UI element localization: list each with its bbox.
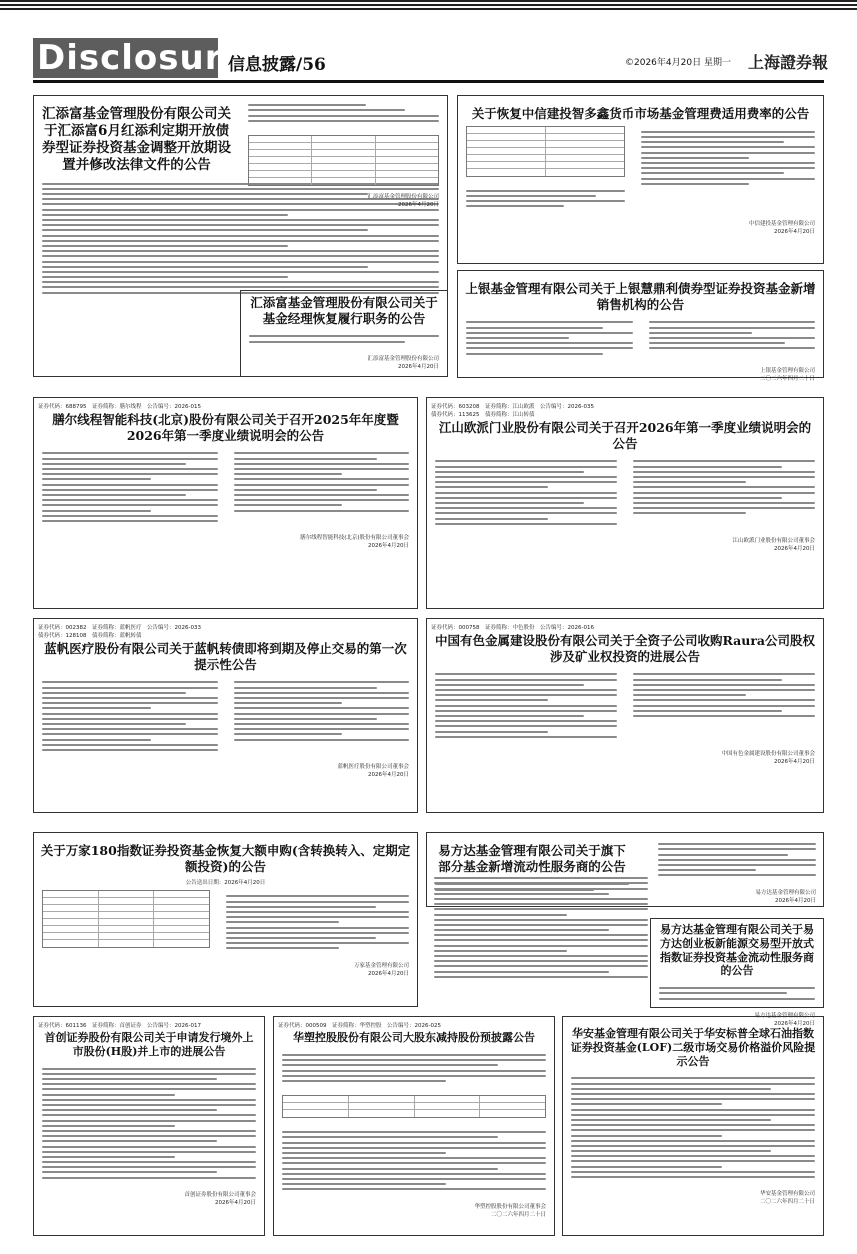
announcement-a14 bbox=[562, 1016, 824, 1236]
announcement-signature: 上银基金管理有限公司 二〇二六年四月二十日 bbox=[759, 367, 815, 382]
announcement-title: 关于万家180指数证券投资基金恢复大额申购(含转换转入、定期定额投资)的公告 bbox=[40, 843, 411, 874]
top-rule bbox=[0, 0, 857, 14]
announcement-title: 汇添富基金管理股份有限公司关于汇添富6月红添利定期开放债券型证券投资基金调整开放期设置并修改法律文件的公告 bbox=[42, 106, 231, 173]
announcement-title: 易方达基金管理有限公司关于易方达创业板新能源交易型开放式指数证券投资基金流动性服务商的公告 bbox=[660, 923, 814, 978]
announcement-a6 bbox=[426, 397, 824, 609]
announcement-body bbox=[651, 978, 823, 1009]
announcement-signature: 膳尔线程智能科技(北京)股份有限公司董事会 2026年4月20日 bbox=[300, 535, 409, 550]
announcement-date-line: 公告送出日期：2026年4月20日 bbox=[185, 880, 266, 887]
announcement-signature: 易方达基金管理有限公司 2026年4月20日 bbox=[754, 1012, 815, 1027]
stock-code-line: 证券代码：601136 证券简称：首创证券 公告编号：2026-017 bbox=[38, 1023, 201, 1029]
announcement-signature: 汇添富基金管理股份有限公司 2026年4月20日 bbox=[367, 193, 439, 208]
announcement-title: 易方达基金管理有限公司关于旗下部分基金新增流动性服务商的公告 bbox=[438, 843, 626, 874]
announcement-signature: 首创证券股份有限公司董事会 2026年4月20日 bbox=[184, 1191, 256, 1206]
announcement-title: 江山欧派门业股份有限公司关于召开2026年第一季度业绩说明会的公告 bbox=[438, 420, 812, 451]
announcement-title: 中国有色金属建设股份有限公司关于全资子公司收购Raura公司股权涉及矿业权投资的进展公告 bbox=[434, 633, 816, 664]
announcement-body bbox=[427, 664, 625, 747]
announcement-body bbox=[34, 1059, 264, 1188]
stock-code-line: 证券代码：688795 证券简称：膳尔线程 公告编号：2026-015 bbox=[38, 404, 201, 410]
stock-code-line: 证券代码：002382 证券简称：蓝帆医疗 公告编号：2026-033 债券代码：128108 债券简称：蓝帆转债 bbox=[38, 625, 201, 639]
announcement-title: 首创证券股份有限公司关于申请发行境外上市股份(H股)并上市的进展公告 bbox=[44, 1031, 254, 1058]
announcement-body bbox=[274, 1045, 554, 1091]
masthead-rule bbox=[33, 80, 824, 83]
announcement-body bbox=[563, 1068, 823, 1187]
announcement-signature: 汇添富基金管理股份有限公司 2026年4月20日 bbox=[367, 355, 439, 370]
announcement-a2 bbox=[240, 290, 448, 377]
announcement-a3 bbox=[457, 95, 824, 264]
announcement-signature: 华安基金管理有限公司 二〇二六年四月二十日 bbox=[759, 1191, 815, 1206]
stock-code-line: 证券代码：603208 证券简称：江山欧派 公告编号：2026-035 债券代码：113625 债券简称：江山转债 bbox=[431, 404, 594, 418]
announcement-signature: 易方达基金管理有限公司 2026年4月20日 bbox=[755, 889, 816, 904]
masthead bbox=[0, 0, 857, 80]
announcement-signature: 中国有色金属建设股份有限公司董事会 2026年4月20日 bbox=[721, 750, 815, 765]
announcement-a5 bbox=[33, 397, 418, 609]
announcement-a10-continued bbox=[650, 834, 824, 924]
announcement-signature: 江山欧派门业股份有限公司董事会 2026年4月20日 bbox=[732, 537, 815, 552]
announcement-a10-body bbox=[426, 868, 656, 1008]
announcement-table bbox=[42, 890, 210, 948]
announcement-a1-continued bbox=[240, 95, 447, 245]
announcement-signature: 华塑控股股份有限公司董事会 二〇二六年四月二十日 bbox=[474, 1203, 546, 1218]
stock-code-line: 证券代码：000758 证券简称：中色股份 公告编号：2026-016 bbox=[431, 625, 594, 631]
announcement-a7 bbox=[33, 618, 418, 813]
newspaper-brand: 上海證券報 bbox=[748, 53, 829, 72]
announcement-body bbox=[34, 672, 226, 760]
section-title: 信息披露/56 bbox=[228, 55, 326, 75]
announcement-body bbox=[633, 122, 824, 217]
announcement-title: 膳尔线程智能科技(北京)股份有限公司关于召开2025年年度暨2026年第一季度业绩说明会的公告 bbox=[52, 412, 399, 443]
stock-code-line: 证券代码：000509 证券简称：华塑控股 公告编号：2026-025 bbox=[278, 1023, 441, 1029]
announcement-title: 华安基金管理有限公司关于华安标普全球石油指数证券投资基金(LOF)二级市场交易价格溢价风险提示公告 bbox=[570, 1027, 816, 1068]
announcement-title: 关于恢复中信建投智多鑫货币市场基金管理费适用费率的公告 bbox=[471, 106, 810, 121]
announcement-body bbox=[241, 326, 447, 352]
announcement-table bbox=[248, 135, 439, 186]
announcement-table bbox=[282, 1095, 546, 1118]
announcement-title: 华塑控股股份有限公司大股东减持股份预披露公告 bbox=[293, 1031, 535, 1044]
announcement-a4 bbox=[457, 270, 824, 382]
announcement-signature: 蓝帆医疗股份有限公司董事会 2026年4月20日 bbox=[337, 764, 409, 779]
announcement-a12 bbox=[33, 1016, 265, 1236]
announcement-signature: 中信建投基金管理有限公司 2026年4月20日 bbox=[748, 220, 815, 235]
disclosure-logo: Disclosure bbox=[33, 38, 218, 78]
announcement-signature: 万家基金管理有限公司 2026年4月20日 bbox=[353, 962, 409, 977]
issue-date: ©2026年4月20日 星期一 bbox=[625, 58, 731, 68]
announcement-a8 bbox=[426, 618, 824, 813]
announcement-body bbox=[458, 312, 641, 364]
announcement-body bbox=[427, 451, 625, 534]
announcement-a13 bbox=[273, 1016, 555, 1236]
announcement-table bbox=[466, 126, 625, 177]
announcement-body bbox=[34, 443, 226, 531]
announcement-title: 上银基金管理有限公司关于上银慧鼎利债券型证券投资基金新增销售机构的公告 bbox=[465, 281, 816, 312]
announcement-a11 bbox=[650, 918, 824, 1027]
announcement-title: 汇添富基金管理股份有限公司关于基金经理恢复履行职务的公告 bbox=[250, 295, 438, 326]
announcement-body bbox=[218, 886, 418, 958]
announcement-a9 bbox=[33, 832, 418, 1007]
announcement-title: 蓝帆医疗股份有限公司关于蓝帆转债即将到期及停止交易的第一次提示性公告 bbox=[44, 641, 407, 672]
